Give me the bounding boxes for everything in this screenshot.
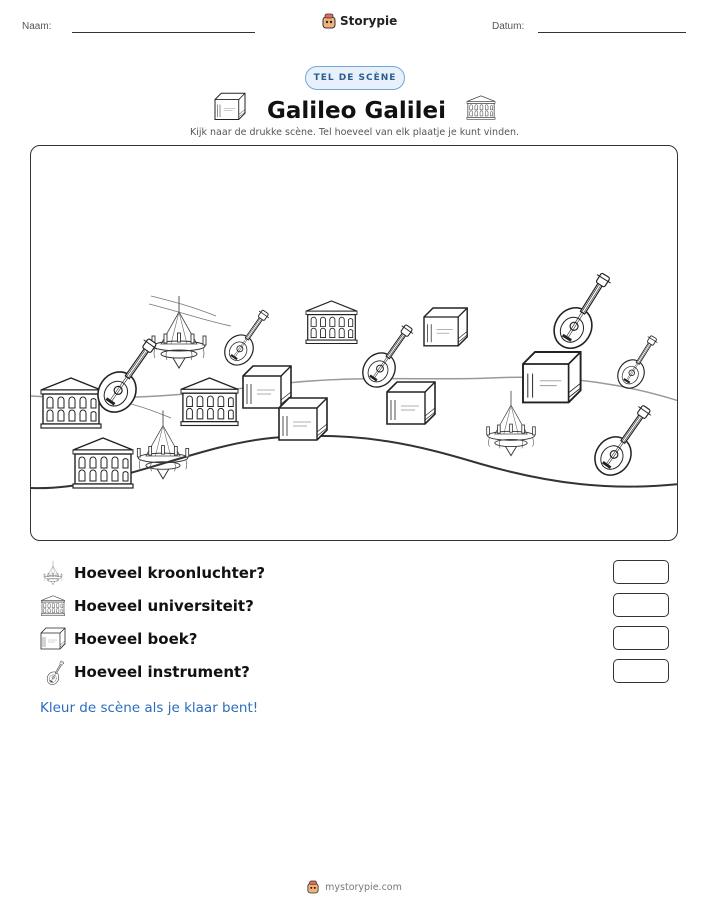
question-row-chandelier	[40, 559, 670, 587]
scene-illustration	[31, 146, 678, 541]
activity-badge: TEL DE SCÈNE	[305, 66, 405, 90]
university-icon	[466, 94, 496, 122]
lute	[588, 398, 661, 482]
footer	[0, 880, 709, 894]
university	[306, 301, 357, 344]
question-label: Hoeveel universiteit?	[74, 597, 254, 615]
question-row-book	[40, 625, 670, 653]
book-icon	[40, 626, 66, 652]
lute	[613, 331, 665, 394]
question-label: Hoeveel boek?	[74, 630, 198, 648]
university	[41, 378, 101, 428]
name-line[interactable]	[72, 32, 255, 33]
storypie-mascot-icon	[307, 880, 319, 894]
date-line[interactable]	[538, 32, 686, 33]
question-row-university	[40, 592, 670, 620]
university	[73, 438, 133, 488]
question-label: Hoeveel instrument?	[74, 663, 250, 681]
answer-box-chandelier[interactable]	[613, 560, 669, 584]
footer-url[interactable]: mystorypie.com	[325, 881, 402, 893]
lute	[219, 304, 277, 370]
name-label: Naam:	[22, 21, 52, 32]
lute	[547, 266, 622, 355]
lute-icon	[40, 659, 66, 685]
storypie-mascot-icon	[322, 13, 336, 29]
search-scene[interactable]	[30, 145, 678, 541]
page-title-row	[0, 92, 709, 124]
book	[387, 382, 435, 424]
page-title: Galileo Galilei	[267, 98, 446, 124]
date-label: Datum:	[492, 21, 525, 32]
answer-box-instrument[interactable]	[613, 659, 669, 683]
book	[279, 398, 327, 440]
question-row-instrument	[40, 658, 670, 686]
university	[181, 378, 238, 426]
book-icon	[213, 92, 247, 122]
answer-box-university[interactable]	[613, 593, 669, 617]
university-icon	[40, 593, 66, 619]
lute	[90, 331, 167, 420]
brand-logo	[322, 13, 397, 29]
book	[424, 308, 467, 346]
question-label: Hoeveel kroonluchter?	[74, 564, 266, 582]
instructions: Kijk naar de drukke scène. Tel hoeveel van elk plaatje je kunt vinden.	[190, 127, 519, 138]
brand-name: Storypie	[340, 14, 398, 28]
answer-box-book[interactable]	[613, 626, 669, 650]
color-instruction: Kleur de scène als je klaar bent!	[40, 700, 259, 716]
book	[243, 366, 291, 408]
chandelier-icon	[40, 560, 66, 586]
book	[523, 352, 581, 402]
